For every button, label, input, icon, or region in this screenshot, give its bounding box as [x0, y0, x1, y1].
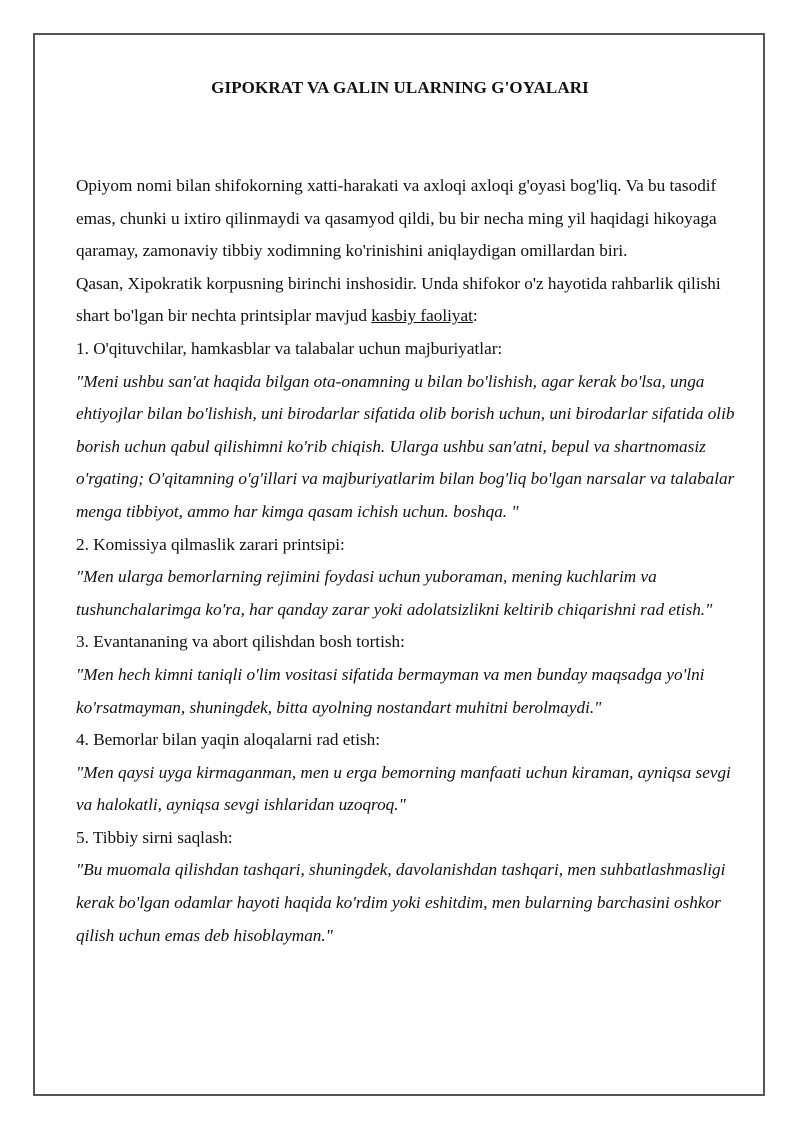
intro-paragraph: Opiyom nomi bilan shifokorning xatti-harakati va axloqi axloqi g'oyasi bog'liq. Va bu tasodif emas, chunki u ixtiro qilinmaydi va qasamyod qildi, bu bir necha ming yil haqidagi hikoyaga qaramay, zamonaviy tibbiy xodimning ko'rinishini aniqlaydigan omillardan biri.: [76, 176, 717, 261]
lead-colon: :: [472, 306, 478, 326]
lead-paragraph: [76, 268, 736, 333]
principle-4-quote: "Men qaysi uyga kirmaganman, men u erga bemorning manfaati uchun kiraman, ayniqsa sevgi va halokatli, ayniqsa sevgi ishlaridan uzoqroq.": [76, 762, 731, 815]
kasbiy-faoliyat-link[interactable]: kasbiy faoliyat: [371, 306, 473, 326]
principle-1-quote: "Meni ushbu san'at haqida bilgan ota-onamning u bilan bo'lishish, agar kerak bo'lsa, unga ehtiyojlar bilan bo'lishish, uni birodarlar sifatida olib borish uchun, uni birodarlar sifatida olib borish uchun qabul qilishimni ko'rib chiqish. Ularga ushbu san'atni, bepul va shartnomasiz o'rgating; O'qitamning o'g'illari va majburiyatlarim bilan bog'liq bo'lgan narsalar va talabalar menga tibbiyot, ammo har kimga qasam ichish uchun. boshqa. ": [76, 371, 735, 521]
principle-2-quote: "Men ularga bemorlarning rejimini foydasi uchun yuboraman, mening kuchlarim va tushunchalarimga ko'ra, har qanday zarar yoki adolatsizlikni keltirib chiqarishni rad etish.": [76, 567, 713, 619]
principle-2-heading: 2. Komissiya qilmaslik zarari printsipi:: [76, 534, 345, 554]
principle-5-heading: 5. Tibbiy sirni saqlash:: [76, 827, 233, 847]
document-title: GIPOKRAT VA GALIN ULARNING G'OYALARI: [211, 78, 589, 97]
principle-5-quote: "Bu muomala qilishdan tashqari, shuningdek, davolanishdan tashqari, men suhbatlashmasligi kerak bo'lgan odamlar hayoti haqida ko'rdim yoki eshitdim, men bularning barchasini oshkor qilish uchun emas deb hisoblayman.": [76, 860, 726, 945]
lead-text: Qasan, Xipokratik korpusning birinchi inshosidir. Unda shifokor o'z hayotida rahbarlik qilishi shart bo'lgan bir nechta printsiplar mavjud: [76, 273, 721, 326]
principle-1-heading: 1. O'qituvchilar, hamkasblar va talabalar uchun majburiyatlar:: [76, 338, 503, 358]
document-body: [76, 170, 736, 952]
principle-4-heading: 4. Bemorlar bilan yaqin aloqalarni rad etish:: [76, 730, 381, 750]
principle-3-heading: 3. Evantananing va abort qilishdan bosh tortish:: [76, 632, 405, 652]
principle-3-quote: "Men hech kimni taniqli o'lim vositasi sifatida bermayman va men bunday maqsadga yo'lni ko'rsatmayman, shuningdek, bitta ayolning nostandart muhitni berolmaydi.": [76, 664, 705, 717]
